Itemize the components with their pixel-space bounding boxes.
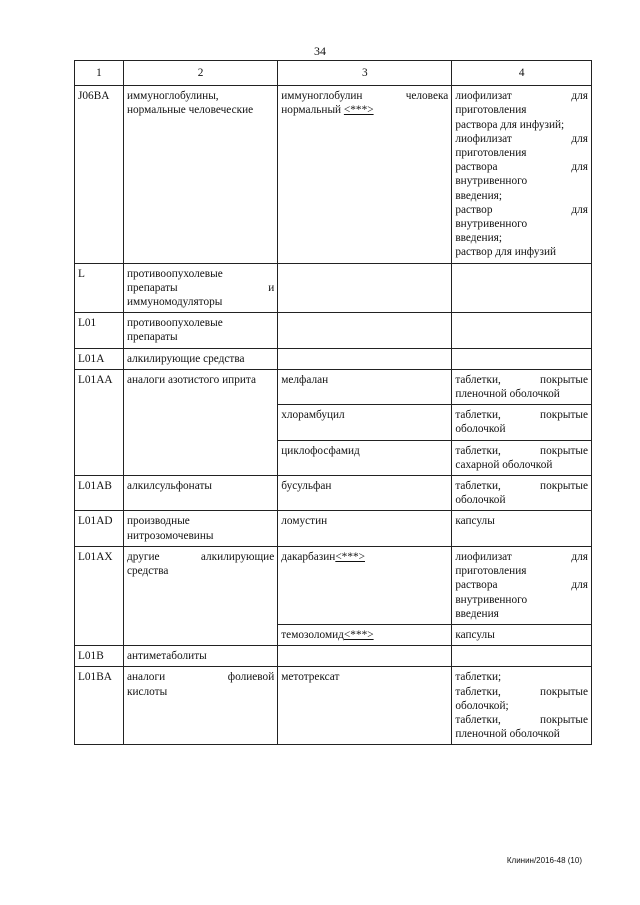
dosage-forms: лиофилизат для приготовления раствора для инфузий; лиофилизат для приготовления раствора для внутривенного введения; раствор для внутривенного введения; раствор для инфузий: [452, 86, 592, 263]
header-row: [75, 61, 592, 86]
dosage-forms: лиофилизат для приготовления раствора для внутривенного введения: [452, 546, 592, 624]
table-row: [75, 86, 592, 263]
dosage-forms: капсулы: [452, 624, 592, 645]
atc-code: L01A: [75, 348, 124, 369]
atc-code: L01: [75, 313, 124, 348]
header-cell-2: 2: [123, 61, 277, 86]
group-name: аналоги фолиевой кислоты: [123, 667, 277, 745]
group-name: противоопухолевые препараты и иммуномодуляторы: [123, 263, 277, 313]
table-row: [75, 511, 592, 546]
table-row: [75, 348, 592, 369]
drug-name: иммуноглобулин человека нормальный <***>: [278, 86, 452, 263]
drug-name: хлорамбуцил: [278, 405, 452, 440]
group-name: алкилирующие средства: [123, 348, 277, 369]
group-name: антиметаболиты: [123, 646, 277, 667]
dosage-forms: таблетки, покрытые оболочкой: [452, 405, 592, 440]
header-cell-4: 4: [452, 61, 592, 86]
table-row: [75, 546, 592, 624]
drug-name: циклофосфамид: [278, 440, 452, 475]
dosage-forms: таблетки, покрытые оболочкой: [452, 476, 592, 511]
atc-code: L01AB: [75, 476, 124, 511]
note-mark: <***>: [335, 550, 365, 563]
drug-name: темозоломид<***>: [278, 624, 452, 645]
group-name: аналоги азотистого иприта: [123, 369, 277, 475]
note-mark: <***>: [343, 628, 374, 641]
dosage-forms: таблетки; таблетки, покрытые оболочкой; таблетки, покрытые пленочной оболочкой: [452, 667, 592, 745]
drug-name: бусульфан: [278, 476, 452, 511]
table-row: [75, 476, 592, 511]
group-name: производные нитрозомочевины: [123, 511, 277, 546]
document-footer: Клинин/2016-48 (10): [506, 856, 582, 865]
drug-name: ломустин: [278, 511, 452, 546]
drug-name: мелфалан: [278, 369, 452, 404]
table-row: [75, 369, 592, 404]
atc-code: L: [75, 263, 124, 313]
dosage-forms: таблетки, покрытые пленочной оболочкой: [452, 369, 592, 404]
note-mark: <***>: [343, 104, 374, 117]
header-cell-3: 3: [278, 61, 452, 86]
dosage-forms: капсулы: [452, 511, 592, 546]
atc-code: L01B: [75, 646, 124, 667]
drug-name: метотрексат: [278, 667, 452, 745]
group-name: иммуноглобулины, нормальные человеческие: [123, 86, 277, 263]
header-cell-1: 1: [75, 61, 124, 86]
drug-table: [74, 60, 592, 745]
atc-code: L01BA: [75, 667, 124, 745]
dosage-forms: таблетки, покрытые сахарной оболочкой: [452, 440, 592, 475]
table-row: [75, 313, 592, 348]
drug-name: дакарбазин<***>: [278, 546, 452, 624]
page-number: 34: [314, 44, 326, 58]
atc-code: L01AX: [75, 546, 124, 645]
atc-code: L01AA: [75, 369, 124, 475]
group-name: другие алкилирующие средства: [123, 546, 277, 645]
table-row: [75, 646, 592, 667]
table-row: [75, 667, 592, 745]
group-name: противоопухолевые препараты: [123, 313, 277, 348]
group-name: алкилсульфонаты: [123, 476, 277, 511]
atc-code: J06BA: [75, 86, 124, 263]
atc-code: L01AD: [75, 511, 124, 546]
table-row: [75, 263, 592, 313]
